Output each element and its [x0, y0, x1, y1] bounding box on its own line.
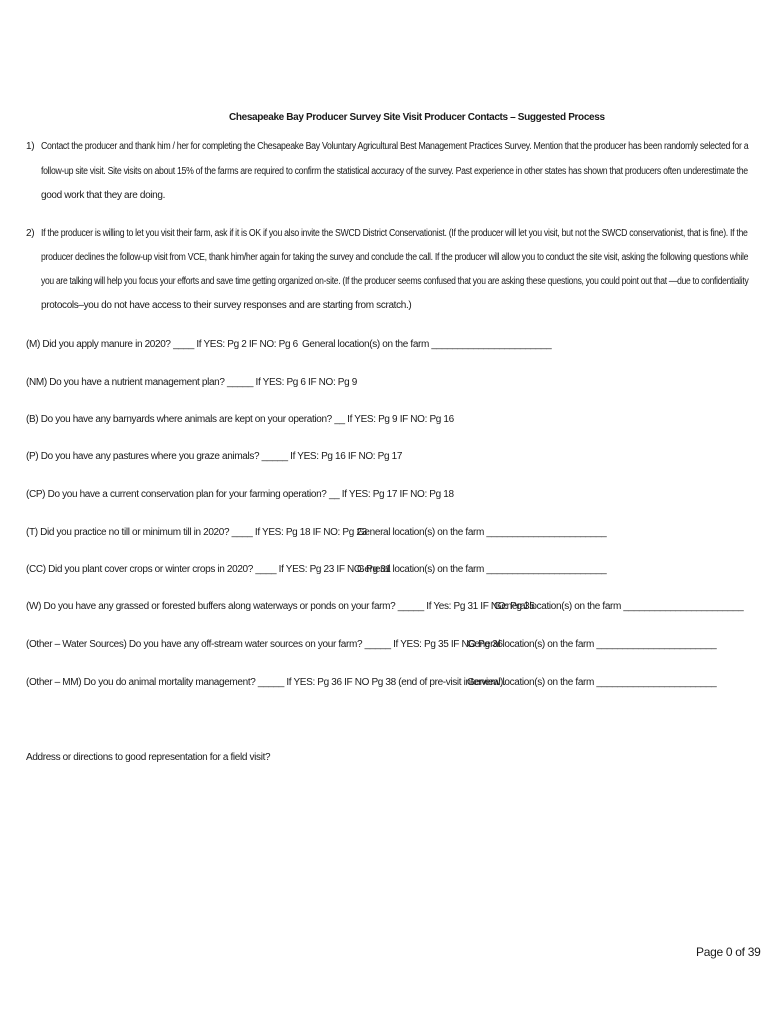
question-buffers: (W) Do you have any grassed or forested buffers along waterways or ponds on your farm? _____ If Yes: Pg 31 IF NO: Pg 35	[26, 601, 535, 612]
question-cover-crops-location: General location(s) on the farm _______________________	[357, 564, 607, 575]
question-water-sources: (Other – Water Sources) Do you have any off-stream water sources on your farm? _____ If YES: Pg 35 IF NO Pg 36	[26, 639, 503, 650]
question-nutrient-plan: (NM) Do you have a nutrient management plan? _____ If YES: Pg 6 IF NO: Pg 9	[26, 377, 357, 388]
item-1-line-2: follow-up site visit. Site visits on about 15% of the farms are required to confirm the statistical accuracy of the survey. Past experience in other states has shown that producers often underestimate the	[41, 166, 748, 177]
item-1-line-3: good work that they are doing.	[41, 190, 166, 201]
item-1-number: 1)	[26, 141, 35, 152]
item-1-line-1: Contact the producer and thank him / her for completing the Chesapeake Bay Voluntary Agricultural Best Management Practices Survey. Mention that the producer has been randomly selected for a	[41, 141, 749, 152]
item-2-line-1: If the producer is willing to let you visit their farm, ask if it is OK if you also invite the SWCD District Conservationist. (If the producer will let you visit, but not the SWCD conservationist, that is fine). If the	[41, 228, 748, 239]
question-mortality: (Other – MM) Do you do animal mortality management? _____ If YES: Pg 36 IF NO Pg 38 (end of pre-visit interview).	[26, 677, 506, 688]
question-manure-location: General location(s) on the farm _______________________	[302, 339, 552, 350]
question-pastures: (P) Do you have any pastures where you graze animals? _____ If YES: Pg 16 IF NO: Pg 17	[26, 451, 403, 462]
question-cover-crops: (CC) Did you plant cover crops or winter crops in 2020? ____ If YES: Pg 23 IF NO: Pg 31	[26, 564, 391, 575]
item-2-line-2: producer declines the follow-up visit from VCE, thank him/her again for taking the survey and conclude the call. If the producer will allow you to conduct the site visit, asking the following questions while	[41, 252, 749, 263]
page-number: Page 0 of 39	[696, 945, 761, 959]
item-2-line-3: you are talking will help you focus your efforts and save time getting organized on-site. (If the producer seems confused that you are asking these questions, you could point out that —due to confidentiality	[41, 276, 749, 287]
question-barnyards: (B) Do you have any barnyards where animals are kept on your operation? __ If YES: Pg 9 IF NO: Pg 16	[26, 414, 454, 425]
question-manure: (M) Did you apply manure in 2020? ____ If YES: Pg 2 IF NO: Pg 6	[26, 339, 298, 350]
document-title: Chesapeake Bay Producer Survey Site Visit Producer Contacts – Suggested Process	[229, 112, 605, 123]
item-2-number: 2)	[26, 228, 35, 239]
question-water-sources-location: General location(s) on the farm _______________________	[467, 639, 717, 650]
item-2-line-4: protocols–you do not have access to their survey responses and are starting from scratch.)	[41, 300, 412, 311]
question-conservation-plan: (CP) Do you have a current conservation plan for your farming operation? __ If YES: Pg 17 IF NO: Pg 18	[26, 489, 454, 500]
question-buffers-location: General location(s) on the farm _______________________	[494, 601, 744, 612]
question-mortality-location: General location(s) on the farm _______________________	[467, 677, 717, 688]
address-prompt: Address or directions to good representation for a field visit?	[26, 752, 271, 763]
question-no-till: (T) Did you practice no till or minimum till in 2020? ____ If YES: Pg 18 IF NO: Pg 23	[26, 527, 367, 538]
question-no-till-location: General location(s) on the farm _______________________	[357, 527, 607, 538]
